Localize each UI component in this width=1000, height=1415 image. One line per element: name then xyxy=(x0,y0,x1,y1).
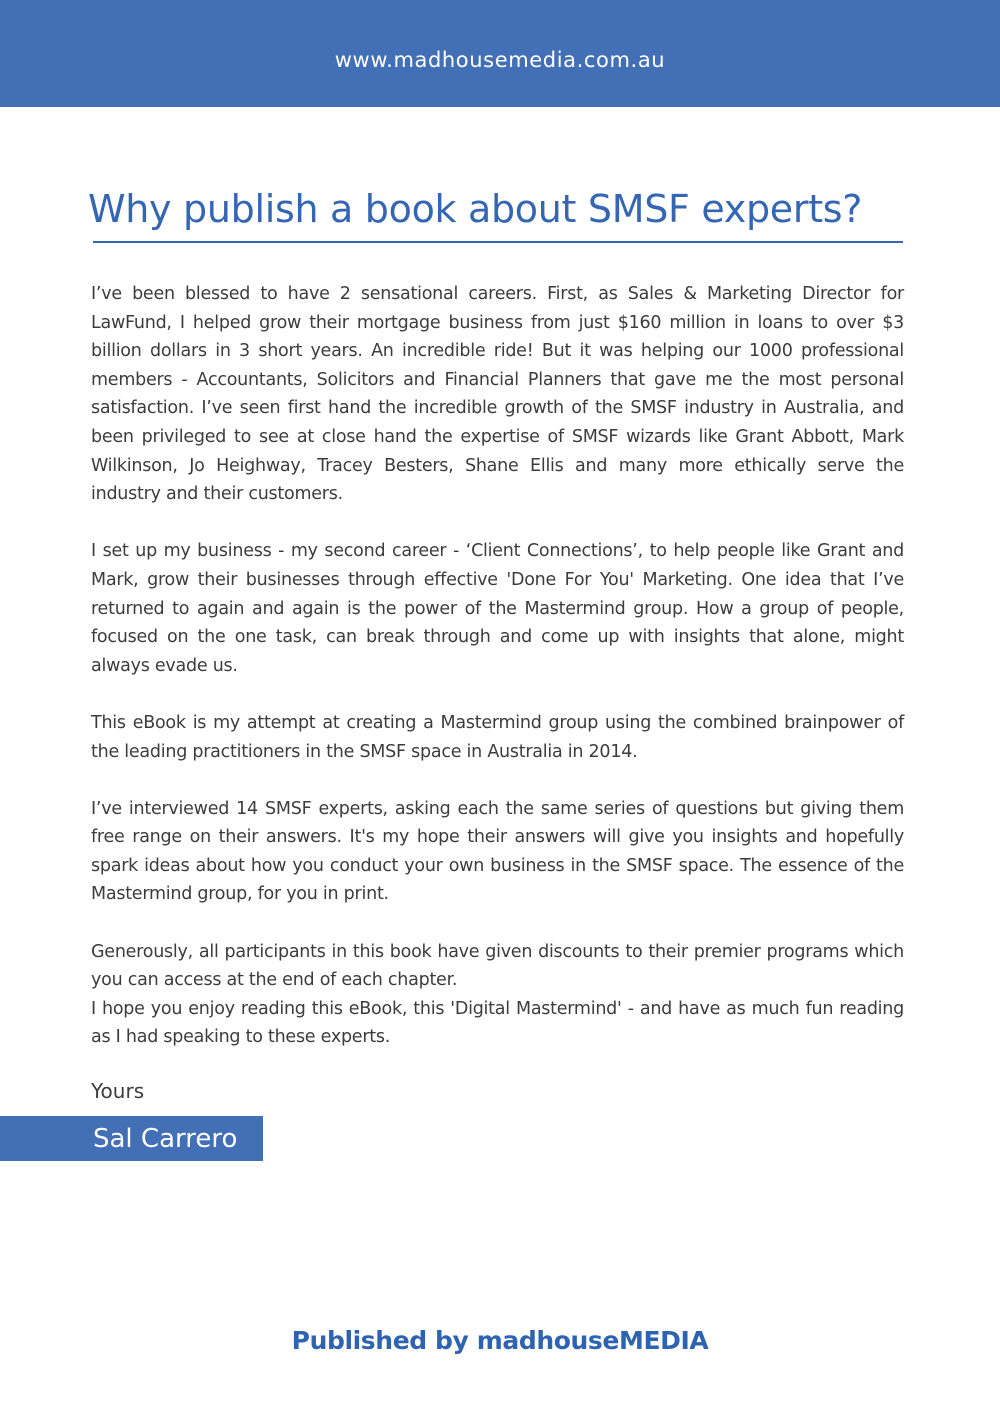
website-url: www.madhousemedia.com.au xyxy=(334,48,666,72)
paragraph-ebook: This eBook is my attempt at creating a Mastermind group using the combined brainpower of the leading practitioners in the SMSF space in Australia in 2014. xyxy=(91,712,904,762)
signoff: Yours xyxy=(91,1079,145,1103)
paragraph-careers: I’ve been blessed to have 2 sensational careers. First, as Sales & Marketing Director for LawFund, I helped grow their mortgage business from just $160 million in loans to over $3 billion dollars in 3 short years. An incredible ride! But it was helping our 1000 professional members - Accountants, Solicitors and Financial Planners that gave me the most personal satisfaction. I’ve seen first hand the incredible growth of the SMSF industry in Australia, and been privileged to see at close hand the expertise of SMSF wizards like Grant Abbott, Mark Wilkinson, Jo Heighway, Tracey Besters, Shane Ellis and many more ethically serve the industry and their customers. xyxy=(91,284,904,505)
paragraph-discounts: Generously, all participants in this book have given discounts to their premier programs which you can access at the end of each chapter. xyxy=(91,941,904,991)
title-underline xyxy=(93,241,903,243)
paragraph-enjoy: I hope you enjoy reading this eBook, this 'Digital Mastermind' - and have as much fun reading as I had speaking to these experts. xyxy=(91,998,904,1048)
paragraph-business: I set up my business - my second career - ‘Client Connections’, to help people like Grant and Mark, grow their businesses through effective 'Done For You' Marketing. One idea that I’ve returned to again and again is the power of the Mastermind group. How a group of people, focused on the one task, can break through and come up with insights that alone, might always evade us. xyxy=(91,541,904,676)
publisher-footer: Published by madhouseMEDIA xyxy=(291,1326,709,1355)
letter-body xyxy=(91,280,904,1052)
page-title: Why publish a book about SMSF experts? xyxy=(88,187,863,231)
signature-name: Sal Carrero xyxy=(93,1124,238,1154)
paragraph-interviews: I’ve interviewed 14 SMSF experts, asking each the same series of questions but giving them free range on their answers. It's my hope their answers will give you insights and hopefully spark ideas about how you conduct your own business in the SMSF space. The essence of the Mastermind group, for you in print. xyxy=(91,798,904,905)
